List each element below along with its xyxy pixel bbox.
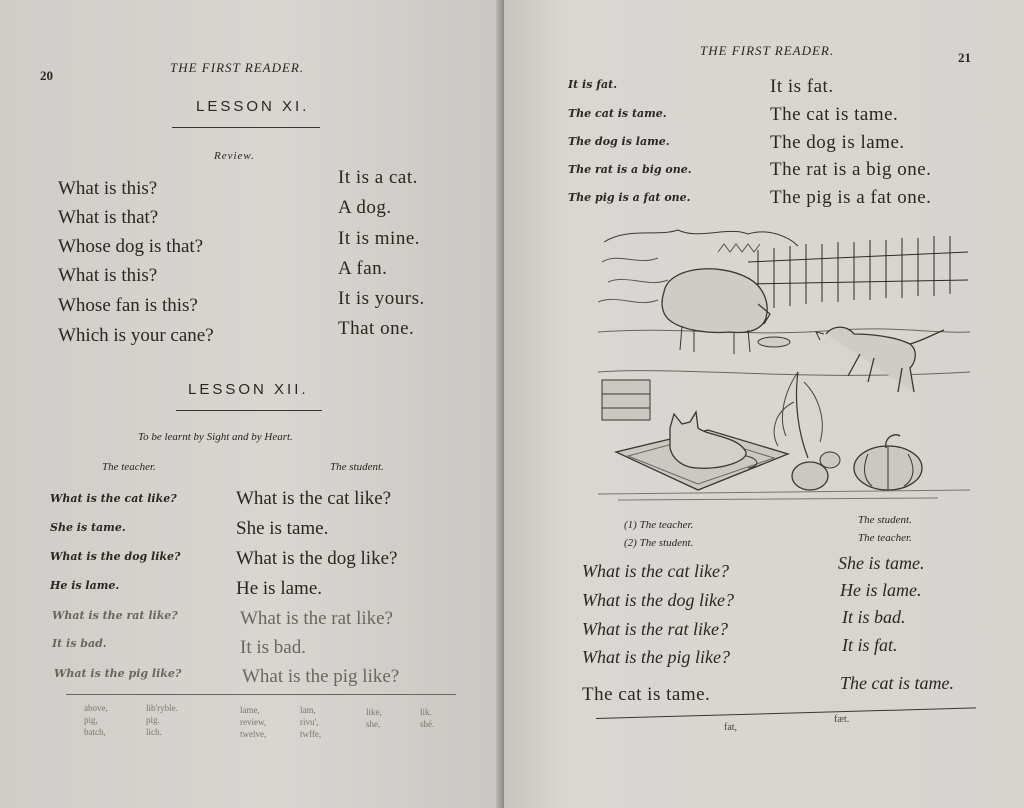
vocab-column: lik. shé. [420, 707, 435, 729]
role-note-left-1: (1) The teacher. [624, 519, 694, 531]
xi-answer: That one. [338, 318, 415, 339]
xii-script-line: It is bad. [52, 637, 107, 650]
dialog-question: What is the rat like? [582, 619, 728, 639]
dialog-answer: He is lame. [840, 580, 922, 600]
vocab-column: lame, review, twelve, [240, 705, 267, 739]
xii-print-line: What is the dog like? [236, 548, 398, 569]
xi-answer: It is mine. [338, 228, 421, 249]
closing-rule [596, 707, 976, 719]
xi-answer: A fan. [338, 258, 388, 279]
xi-question: What is that? [58, 207, 159, 228]
xii-script-line: He is lame. [50, 579, 120, 592]
top-print-line: It is fat. [770, 76, 834, 97]
running-head-right: THE FIRST READER. [700, 43, 835, 58]
dialog-question: What is the pig like? [582, 647, 730, 667]
lesson-xi-title: LESSON XI. [196, 98, 310, 115]
teacher-column-label: The teacher. [102, 461, 156, 473]
footnote-left: fat, [724, 722, 738, 733]
dialog-question: What is the dog like? [582, 590, 734, 610]
lesson-xi-rule [172, 127, 320, 128]
xii-script-line: What is the cat like? [50, 492, 177, 505]
xi-answer: It is a cat. [338, 167, 418, 188]
xii-print-line: What is the pig like? [242, 666, 400, 687]
dialog-answer: It is fat. [842, 635, 898, 655]
farmyard-illustration [598, 222, 970, 507]
vocab-column: lib'ryble. pig. lich. [146, 703, 178, 737]
dialog-answer: It is bad. [842, 607, 906, 627]
top-script-line: The dog is lame. [568, 135, 670, 148]
xii-script-line: What is the rat like? [52, 609, 178, 622]
page-number-left: 20 [40, 68, 53, 83]
left-page [0, 0, 504, 808]
xii-print-line: She is tame. [236, 518, 329, 539]
page-number-right: 21 [958, 50, 971, 65]
right-page [504, 0, 1024, 808]
xii-print-line: What is the cat like? [236, 488, 392, 509]
top-script-line: The cat is tame. [568, 107, 667, 120]
xi-question: Whose dog is that? [58, 236, 204, 257]
xii-print-line: What is the rat like? [240, 608, 393, 629]
lesson-xii-title: LESSON XII. [188, 381, 309, 398]
vocab-column: above, pig, batch, [84, 703, 108, 737]
xii-print-line: He is lame. [236, 578, 323, 599]
lesson-xi-subtitle: Review. [214, 150, 255, 162]
top-script-line: It is fat. [568, 78, 618, 91]
running-head-left: THE FIRST READER. [170, 60, 305, 75]
footnote-right: fæt. [834, 714, 850, 725]
top-print-line: The cat is tame. [770, 104, 899, 125]
xi-question: What is this? [58, 178, 158, 199]
top-script-line: The pig is a fat one. [568, 191, 691, 204]
lesson-xii-rule [176, 410, 322, 411]
xi-answer: A dog. [338, 197, 392, 218]
top-print-line: The pig is a fat one. [770, 187, 932, 208]
xi-question: Which is your cane? [58, 325, 214, 346]
top-print-line: The rat is a big one. [770, 159, 932, 180]
role-note-right-2: The teacher. [858, 532, 912, 544]
dialog-answer: She is tame. [838, 553, 925, 573]
xii-script-line: What is the pig like? [54, 667, 182, 680]
xii-script-line: What is the dog like? [50, 550, 181, 563]
xi-answer: It is yours. [338, 288, 425, 309]
vocab-column: like, she, [366, 707, 382, 729]
vocab-rule [66, 694, 456, 695]
xi-question: Whose fan is this? [58, 295, 198, 316]
role-note-right-1: The student. [858, 514, 912, 526]
role-note-left-2: (2) The student. [624, 537, 694, 549]
vocab-column: lam, rivu', twffe, [300, 705, 322, 739]
lesson-xii-subtitle: To be learnt by Sight and by Heart. [138, 431, 293, 443]
xii-print-line: It is bad. [240, 637, 306, 658]
dialog-question: What is the cat like? [582, 561, 729, 581]
xii-script-line: She is tame. [50, 521, 126, 534]
xi-question: What is this? [58, 265, 158, 286]
top-print-line: The dog is lame. [770, 132, 905, 153]
student-column-label: The student. [330, 461, 384, 473]
top-script-line: The rat is a big one. [568, 163, 692, 176]
closing-script-line: The cat is tame. [840, 673, 954, 693]
closing-print-line: The cat is tame. [582, 684, 711, 705]
